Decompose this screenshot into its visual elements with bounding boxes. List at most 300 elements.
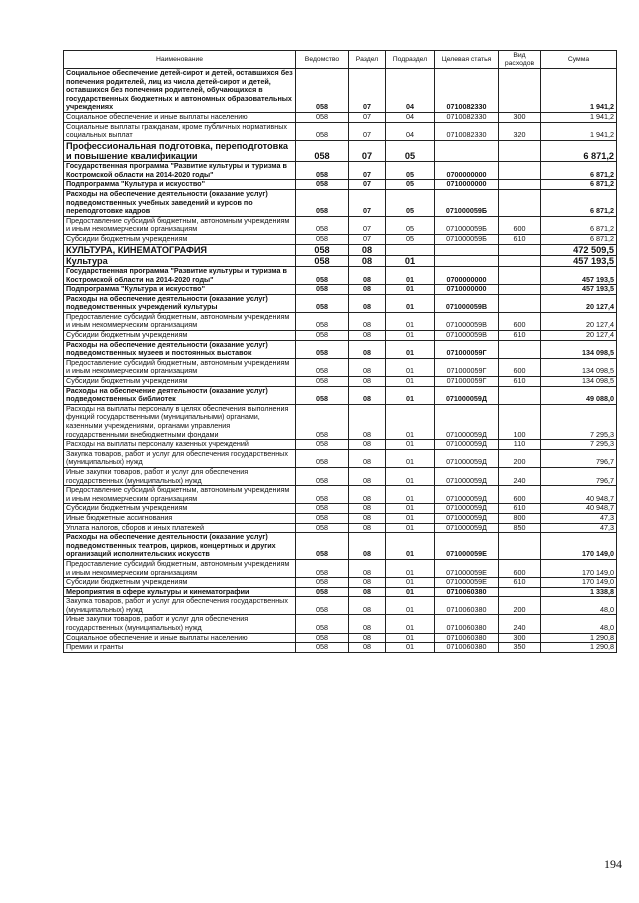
cell-podrazdel: 01	[386, 285, 435, 295]
cell-celevaya-statya: 0710060380	[435, 597, 499, 615]
cell-vid-rashodov: 610	[499, 331, 541, 341]
cell-vid-rashodov	[499, 266, 541, 284]
table-row	[64, 266, 617, 284]
cell-name: Предоставление субсидий бюджетным, автономным учреждениям и иным некоммерческим организациям	[64, 358, 296, 376]
cell-celevaya-statya: 071000059Д	[435, 386, 499, 404]
cell-name: Субсидии бюджетным учреждениям	[64, 331, 296, 341]
cell-name: Субсидии бюджетным учреждениям	[64, 578, 296, 588]
cell-razdel: 08	[349, 331, 386, 341]
cell-vid-rashodov	[499, 140, 541, 161]
cell-razdel: 08	[349, 643, 386, 653]
cell-vedomstvo: 058	[296, 559, 349, 577]
cell-celevaya-statya: 071000059Д	[435, 486, 499, 504]
cell-razdel: 08	[349, 449, 386, 467]
cell-podrazdel: 01	[386, 386, 435, 404]
cell-razdel: 08	[349, 386, 386, 404]
cell-vedomstvo: 058	[296, 162, 349, 180]
cell-vedomstvo: 058	[296, 404, 349, 439]
cell-razdel: 07	[349, 234, 386, 244]
cell-summa: 6 871,2	[541, 162, 617, 180]
cell-summa: 47,3	[541, 513, 617, 523]
cell-podrazdel: 01	[386, 559, 435, 577]
cell-name: Уплата налогов, сборов и иных платежей	[64, 523, 296, 533]
cell-celevaya-statya: 0710082330	[435, 122, 499, 140]
cell-name: Подпрограмма "Культура и искусство"	[64, 180, 296, 190]
cell-vid-rashodov	[499, 587, 541, 597]
table-row	[64, 559, 617, 577]
cell-vid-rashodov: 600	[499, 216, 541, 234]
cell-razdel: 07	[349, 189, 386, 216]
cell-vid-rashodov: 240	[499, 467, 541, 485]
cell-vedomstvo: 058	[296, 340, 349, 358]
cell-razdel: 08	[349, 578, 386, 588]
cell-summa: 1 941,2	[541, 112, 617, 122]
cell-summa: 472 509,5	[541, 244, 617, 255]
cell-celevaya-statya	[435, 244, 499, 255]
cell-name: Иные закупки товаров, работ и услуг для обеспечения государственных (муниципальных) нужд	[64, 615, 296, 633]
cell-podrazdel: 05	[386, 140, 435, 161]
cell-podrazdel: 05	[386, 180, 435, 190]
cell-name: Предоставление субсидий бюджетным, автономным учреждениям и иным некоммерческим организациям	[64, 312, 296, 330]
cell-vedomstvo: 058	[296, 578, 349, 588]
cell-podrazdel: 01	[386, 633, 435, 643]
cell-vid-rashodov	[499, 162, 541, 180]
cell-vid-rashodov: 610	[499, 578, 541, 588]
cell-celevaya-statya: 071000059В	[435, 331, 499, 341]
table-row	[64, 440, 617, 450]
cell-vedomstvo: 058	[296, 643, 349, 653]
cell-name: Расходы на выплаты персоналу казенных учреждений	[64, 440, 296, 450]
cell-celevaya-statya	[435, 140, 499, 161]
table-row	[64, 244, 617, 255]
cell-celevaya-statya: 0710060380	[435, 587, 499, 597]
cell-vid-rashodov	[499, 386, 541, 404]
cell-razdel: 08	[349, 244, 386, 255]
cell-podrazdel: 01	[386, 358, 435, 376]
table-row	[64, 633, 617, 643]
cell-razdel: 08	[349, 533, 386, 560]
cell-vid-rashodov: 320	[499, 122, 541, 140]
cell-razdel: 08	[349, 255, 386, 266]
cell-vid-rashodov: 600	[499, 486, 541, 504]
cell-vedomstvo: 058	[296, 255, 349, 266]
cell-vedomstvo: 058	[296, 180, 349, 190]
cell-podrazdel: 01	[386, 533, 435, 560]
table-row	[64, 504, 617, 514]
cell-summa: 170 149,0	[541, 559, 617, 577]
cell-vedomstvo: 058	[296, 189, 349, 216]
cell-vid-rashodov: 610	[499, 234, 541, 244]
cell-summa: 7 295,3	[541, 404, 617, 439]
cell-vid-rashodov: 610	[499, 377, 541, 387]
table-row	[64, 377, 617, 387]
cell-razdel: 08	[349, 377, 386, 387]
cell-summa: 1 338,8	[541, 587, 617, 597]
table-row	[64, 513, 617, 523]
table-row	[64, 285, 617, 295]
cell-name: Социальные выплаты гражданам, кроме публичных нормативных социальных выплат	[64, 122, 296, 140]
cell-podrazdel: 05	[386, 162, 435, 180]
cell-podrazdel: 01	[386, 449, 435, 467]
cell-celevaya-statya: 071000059Е	[435, 578, 499, 588]
cell-celevaya-statya: 071000059Б	[435, 189, 499, 216]
cell-podrazdel: 05	[386, 234, 435, 244]
cell-podrazdel: 01	[386, 587, 435, 597]
cell-podrazdel: 01	[386, 504, 435, 514]
cell-razdel: 08	[349, 513, 386, 523]
cell-summa: 134 098,5	[541, 358, 617, 376]
table-row	[64, 216, 617, 234]
cell-name: Закупка товаров, работ и услуг для обеспечения государственных (муниципальных) нужд	[64, 597, 296, 615]
cell-vedomstvo: 058	[296, 513, 349, 523]
cell-vid-rashodov: 200	[499, 449, 541, 467]
cell-celevaya-statya: 071000059Е	[435, 559, 499, 577]
cell-razdel: 07	[349, 122, 386, 140]
cell-vid-rashodov: 610	[499, 504, 541, 514]
cell-summa: 40 948,7	[541, 486, 617, 504]
cell-podrazdel: 04	[386, 69, 435, 113]
cell-podrazdel: 05	[386, 216, 435, 234]
table-row	[64, 486, 617, 504]
header-vid-rashodov: Вид расходов	[499, 51, 541, 69]
cell-name: Государственная программа "Развитие культуры и туризма в Костромской области на 2014-2020 годы"	[64, 162, 296, 180]
cell-celevaya-statya: 071000059Д	[435, 504, 499, 514]
cell-razdel: 08	[349, 633, 386, 643]
cell-name: Расходы на обеспечение деятельности (оказание услуг) подведомственных библиотек	[64, 386, 296, 404]
cell-vid-rashodov: 300	[499, 112, 541, 122]
cell-razdel: 08	[349, 266, 386, 284]
cell-summa: 40 948,7	[541, 504, 617, 514]
cell-name: Предоставление субсидий бюджетным, автономным учреждениям и иным некоммерческим организациям	[64, 559, 296, 577]
cell-summa: 796,7	[541, 449, 617, 467]
cell-celevaya-statya: 071000059Г	[435, 377, 499, 387]
cell-name: Государственная программа "Развитие культуры и туризма в Костромской области на 2014-2020 годы"	[64, 266, 296, 284]
cell-name: Расходы на выплаты персоналу в целях обеспечения выполнения функций государственными (муниципальными) органами, казенными учреждениями, органами управления государственными внебюджетными фондами	[64, 404, 296, 439]
table-row	[64, 643, 617, 653]
cell-summa: 134 098,5	[541, 340, 617, 358]
cell-vedomstvo: 058	[296, 294, 349, 312]
cell-summa: 170 149,0	[541, 578, 617, 588]
table-row	[64, 112, 617, 122]
cell-celevaya-statya: 071000059В	[435, 312, 499, 330]
cell-razdel: 08	[349, 587, 386, 597]
cell-summa: 1 941,2	[541, 122, 617, 140]
cell-razdel: 07	[349, 216, 386, 234]
cell-vid-rashodov: 350	[499, 643, 541, 653]
cell-celevaya-statya	[435, 255, 499, 266]
cell-razdel: 08	[349, 559, 386, 577]
page-number: 194	[604, 857, 622, 871]
cell-vid-rashodov: 100	[499, 404, 541, 439]
cell-vid-rashodov: 850	[499, 523, 541, 533]
cell-summa: 1 290,8	[541, 643, 617, 653]
cell-summa: 49 088,0	[541, 386, 617, 404]
table-row	[64, 69, 617, 113]
cell-razdel: 08	[349, 294, 386, 312]
cell-celevaya-statya: 0710000000	[435, 285, 499, 295]
table-row	[64, 294, 617, 312]
table-row	[64, 180, 617, 190]
cell-razdel: 07	[349, 162, 386, 180]
cell-celevaya-statya: 071000059Д	[435, 440, 499, 450]
cell-razdel: 08	[349, 467, 386, 485]
cell-vedomstvo: 058	[296, 140, 349, 161]
cell-vedomstvo: 058	[296, 312, 349, 330]
cell-celevaya-statya: 0710082330	[435, 69, 499, 113]
cell-vedomstvo: 058	[296, 504, 349, 514]
cell-summa: 457 193,5	[541, 266, 617, 284]
cell-name: Иные закупки товаров, работ и услуг для обеспечения государственных (муниципальных) нужд	[64, 467, 296, 485]
header-summa: Сумма	[541, 51, 617, 69]
table-row	[64, 467, 617, 485]
budget-table-sheet	[63, 50, 616, 653]
cell-vedomstvo: 058	[296, 112, 349, 122]
cell-name: Профессиональная подготовка, переподготовка и повышение квалификации	[64, 140, 296, 161]
cell-razdel: 08	[349, 358, 386, 376]
cell-name: Мероприятия в сфере культуры и кинематографии	[64, 587, 296, 597]
cell-podrazdel: 01	[386, 578, 435, 588]
table-row	[64, 122, 617, 140]
cell-celevaya-statya: 071000059В	[435, 294, 499, 312]
cell-vid-rashodov: 800	[499, 513, 541, 523]
cell-summa: 796,7	[541, 467, 617, 485]
cell-name: Социальное обеспечение детей-сирот и детей, оставшихся без попечения родителей, лиц из числа детей-сирот и детей, оставшихся без попечения родителей, обучающихся в государственных бюджетных и автономных образовательных учреждениях	[64, 69, 296, 113]
cell-summa: 48,0	[541, 615, 617, 633]
cell-podrazdel: 01	[386, 404, 435, 439]
cell-vedomstvo: 058	[296, 122, 349, 140]
cell-podrazdel: 01	[386, 467, 435, 485]
table-header-row	[64, 51, 617, 69]
cell-vid-rashodov: 600	[499, 358, 541, 376]
cell-celevaya-statya: 0700000000	[435, 162, 499, 180]
table-row	[64, 331, 617, 341]
cell-razdel: 08	[349, 597, 386, 615]
cell-razdel: 08	[349, 486, 386, 504]
cell-name: КУЛЬТУРА, КИНЕМАТОГРАФИЯ	[64, 244, 296, 255]
cell-vedomstvo: 058	[296, 216, 349, 234]
cell-summa: 48,0	[541, 597, 617, 615]
cell-razdel: 08	[349, 340, 386, 358]
cell-razdel: 08	[349, 504, 386, 514]
cell-name: Социальное обеспечение и иные выплаты населению	[64, 633, 296, 643]
cell-vid-rashodov	[499, 69, 541, 113]
cell-vedomstvo: 058	[296, 234, 349, 244]
cell-celevaya-statya: 071000059Д	[435, 467, 499, 485]
cell-vid-rashodov	[499, 244, 541, 255]
table-row	[64, 358, 617, 376]
cell-razdel: 08	[349, 440, 386, 450]
cell-podrazdel: 01	[386, 643, 435, 653]
table-row	[64, 340, 617, 358]
cell-celevaya-statya: 071000059Г	[435, 340, 499, 358]
cell-vedomstvo: 058	[296, 467, 349, 485]
cell-podrazdel: 04	[386, 112, 435, 122]
table-row	[64, 523, 617, 533]
table-row	[64, 312, 617, 330]
cell-name: Предоставление субсидий бюджетным, автономным учреждениям и иным некоммерческим организациям	[64, 216, 296, 234]
cell-vid-rashodov: 600	[499, 559, 541, 577]
table-row	[64, 587, 617, 597]
cell-celevaya-statya: 0710060380	[435, 615, 499, 633]
cell-vedomstvo: 058	[296, 615, 349, 633]
cell-podrazdel: 01	[386, 440, 435, 450]
cell-summa: 1 941,2	[541, 69, 617, 113]
cell-vid-rashodov	[499, 533, 541, 560]
table-row	[64, 449, 617, 467]
cell-vedomstvo: 058	[296, 486, 349, 504]
cell-podrazdel: 01	[386, 523, 435, 533]
table-row	[64, 615, 617, 633]
cell-vedomstvo: 058	[296, 331, 349, 341]
cell-summa: 20 127,4	[541, 312, 617, 330]
cell-podrazdel: 01	[386, 597, 435, 615]
header-podrazdel: Подраздел	[386, 51, 435, 69]
cell-celevaya-statya: 071000059Д	[435, 523, 499, 533]
cell-name: Закупка товаров, работ и услуг для обеспечения государственных (муниципальных) нужд	[64, 449, 296, 467]
cell-vid-rashodov: 300	[499, 633, 541, 643]
cell-vedomstvo: 058	[296, 440, 349, 450]
cell-podrazdel: 01	[386, 486, 435, 504]
cell-celevaya-statya: 0710060380	[435, 633, 499, 643]
cell-name: Культура	[64, 255, 296, 266]
table-row	[64, 234, 617, 244]
table-row	[64, 386, 617, 404]
header-celevaya-statya: Целевая статья	[435, 51, 499, 69]
cell-razdel: 08	[349, 615, 386, 633]
cell-vid-rashodov	[499, 285, 541, 295]
cell-vedomstvo: 058	[296, 69, 349, 113]
cell-name: Расходы на обеспечение деятельности (оказание услуг) подведомственных театров, цирков, концертных и других организаций исполнительских искусств	[64, 533, 296, 560]
cell-razdel: 07	[349, 69, 386, 113]
cell-vid-rashodov	[499, 340, 541, 358]
table-row	[64, 597, 617, 615]
cell-podrazdel: 01	[386, 312, 435, 330]
cell-vid-rashodov	[499, 180, 541, 190]
cell-summa: 6 871,2	[541, 140, 617, 161]
cell-name: Субсидии бюджетным учреждениям	[64, 504, 296, 514]
cell-summa: 47,3	[541, 523, 617, 533]
cell-name: Иные бюджетные ассигнования	[64, 513, 296, 523]
cell-name: Расходы на обеспечение деятельности (оказание услуг) подведомственных музеев и постоянных выставок	[64, 340, 296, 358]
cell-podrazdel: 01	[386, 294, 435, 312]
cell-vedomstvo: 058	[296, 377, 349, 387]
cell-razdel: 08	[349, 285, 386, 295]
cell-summa: 6 871,2	[541, 234, 617, 244]
cell-vid-rashodov: 600	[499, 312, 541, 330]
cell-vedomstvo: 058	[296, 597, 349, 615]
cell-celevaya-statya: 071000059Б	[435, 216, 499, 234]
cell-razdel: 07	[349, 112, 386, 122]
table-row	[64, 533, 617, 560]
cell-celevaya-statya: 071000059Д	[435, 449, 499, 467]
table-row	[64, 404, 617, 439]
cell-vedomstvo: 058	[296, 244, 349, 255]
cell-summa: 170 149,0	[541, 533, 617, 560]
cell-summa: 457 193,5	[541, 255, 617, 266]
cell-vedomstvo: 058	[296, 633, 349, 643]
cell-vedomstvo: 058	[296, 358, 349, 376]
cell-summa: 20 127,4	[541, 331, 617, 341]
cell-name: Социальное обеспечение и иные выплаты населению	[64, 112, 296, 122]
cell-podrazdel: 01	[386, 340, 435, 358]
cell-summa: 457 193,5	[541, 285, 617, 295]
table-row	[64, 578, 617, 588]
table-row	[64, 255, 617, 266]
cell-vedomstvo: 058	[296, 587, 349, 597]
cell-celevaya-statya: 0710000000	[435, 180, 499, 190]
cell-vedomstvo: 058	[296, 266, 349, 284]
cell-summa: 134 098,5	[541, 377, 617, 387]
cell-name: Расходы на обеспечение деятельности (оказание услуг) подведомственных учреждений культуры	[64, 294, 296, 312]
cell-celevaya-statya: 0710082330	[435, 112, 499, 122]
cell-name: Субсидии бюджетным учреждениям	[64, 234, 296, 244]
cell-vid-rashodov	[499, 189, 541, 216]
cell-razdel: 07	[349, 140, 386, 161]
cell-vedomstvo: 058	[296, 386, 349, 404]
cell-razdel: 08	[349, 404, 386, 439]
cell-celevaya-statya: 071000059Г	[435, 358, 499, 376]
cell-summa: 6 871,2	[541, 180, 617, 190]
cell-celevaya-statya: 0700000000	[435, 266, 499, 284]
cell-celevaya-statya: 071000059Д	[435, 404, 499, 439]
cell-celevaya-statya: 0710060380	[435, 643, 499, 653]
cell-name: Предоставление субсидий бюджетным, автономным учреждениям и иным некоммерческим организациям	[64, 486, 296, 504]
cell-summa: 7 295,3	[541, 440, 617, 450]
cell-razdel: 08	[349, 523, 386, 533]
cell-podrazdel: 04	[386, 122, 435, 140]
cell-vid-rashodov	[499, 255, 541, 266]
table-row	[64, 162, 617, 180]
cell-razdel: 08	[349, 312, 386, 330]
cell-vedomstvo: 058	[296, 523, 349, 533]
cell-name: Подпрограмма "Культура и искусство"	[64, 285, 296, 295]
cell-vid-rashodov: 200	[499, 597, 541, 615]
cell-podrazdel: 01	[386, 377, 435, 387]
cell-podrazdel: 05	[386, 189, 435, 216]
cell-podrazdel: 01	[386, 266, 435, 284]
cell-podrazdel: 01	[386, 255, 435, 266]
cell-vid-rashodov: 240	[499, 615, 541, 633]
table-row	[64, 189, 617, 216]
cell-vedomstvo: 058	[296, 533, 349, 560]
header-razdel: Раздел	[349, 51, 386, 69]
table-body	[64, 69, 617, 653]
cell-vedomstvo: 058	[296, 285, 349, 295]
cell-celevaya-statya: 071000059Е	[435, 533, 499, 560]
header-name: Наименование	[64, 51, 296, 69]
cell-vedomstvo: 058	[296, 449, 349, 467]
cell-summa: 20 127,4	[541, 294, 617, 312]
cell-name: Премии и гранты	[64, 643, 296, 653]
cell-summa: 1 290,8	[541, 633, 617, 643]
cell-name: Субсидии бюджетным учреждениям	[64, 377, 296, 387]
cell-celevaya-statya: 071000059Д	[435, 513, 499, 523]
cell-summa: 6 871,2	[541, 189, 617, 216]
budget-table	[63, 50, 617, 653]
cell-podrazdel: 01	[386, 331, 435, 341]
header-vedomstvo: Ведомство	[296, 51, 349, 69]
cell-vid-rashodov: 110	[499, 440, 541, 450]
cell-podrazdel: 01	[386, 513, 435, 523]
cell-razdel: 07	[349, 180, 386, 190]
table-row	[64, 140, 617, 161]
cell-podrazdel: 01	[386, 615, 435, 633]
cell-celevaya-statya: 071000059Б	[435, 234, 499, 244]
cell-vid-rashodov	[499, 294, 541, 312]
cell-name: Расходы на обеспечение деятельности (оказание услуг) подведомственных учебных заведений и курсов по переподготовке кадров	[64, 189, 296, 216]
cell-podrazdel	[386, 244, 435, 255]
cell-summa: 6 871,2	[541, 216, 617, 234]
